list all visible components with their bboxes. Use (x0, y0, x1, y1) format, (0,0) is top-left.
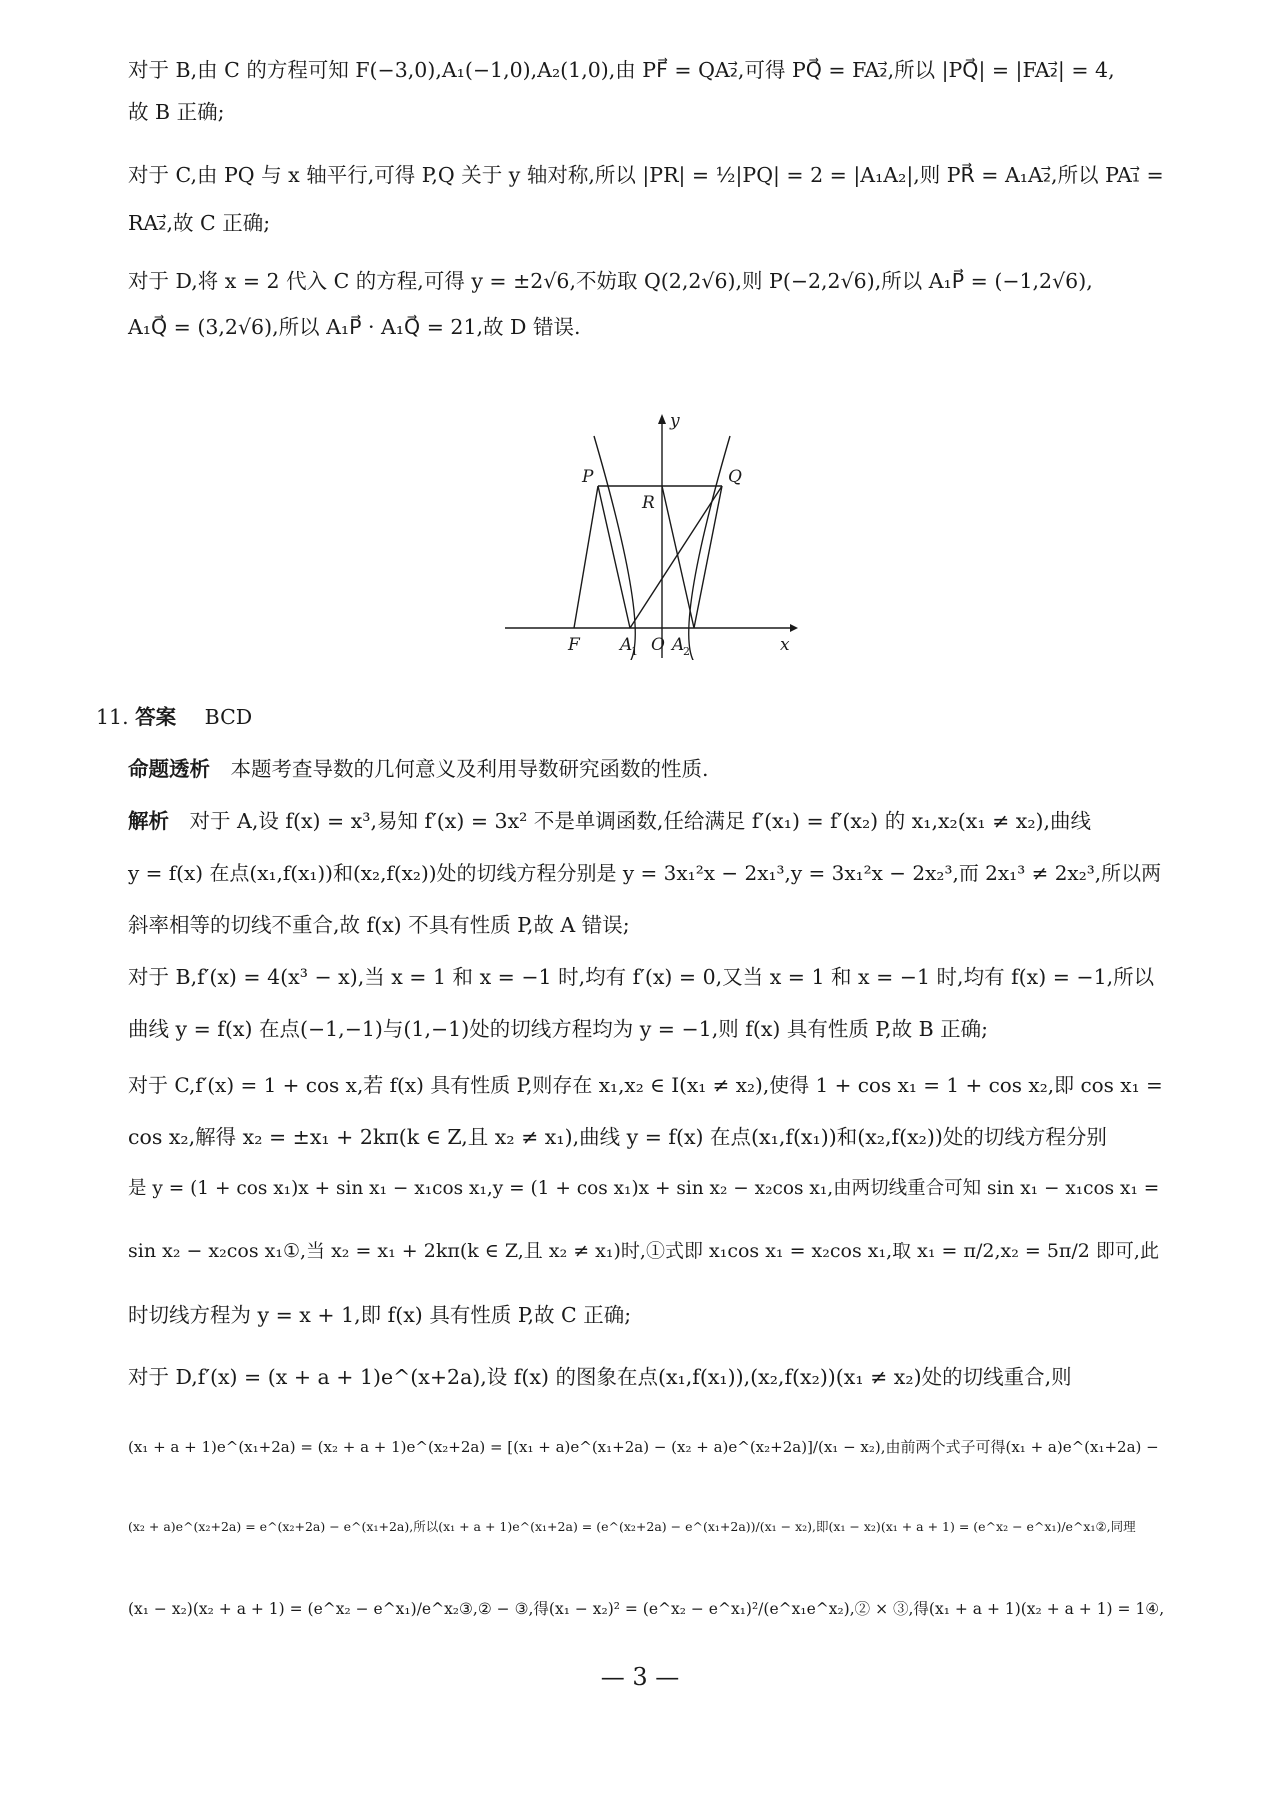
analysis-label: 解析 (128, 809, 169, 833)
label-a1-subscript: 1 (631, 645, 638, 658)
answer-label: 答案 (135, 705, 177, 729)
segment-ra2 (662, 486, 694, 628)
label-q: Q (728, 467, 742, 487)
analysis-line-6: 对于 C,f′(x) = 1 + cos x,若 f(x) 具有性质 P,则存在 x₁,x₂ ∈ I(x₁ ≠ x₂),使得 1 + cos x₁ = 1 + cos x₂,即 cos x₁ = (128, 1073, 1163, 1097)
segment-pf (574, 486, 598, 628)
solution-d-line-1: 对于 D,将 x = 2 代入 C 的方程,可得 y = ±2√6,不妨取 Q(2,2√6),则 P(−2,2√6),所以 A₁P⃗ = (−1,2√6), (128, 269, 1093, 293)
insight-line (128, 754, 1172, 784)
label-a2-subscript: 2 (683, 645, 690, 658)
page-number: — 3 — (600, 1663, 680, 1691)
analysis-line-4: 对于 B,f′(x) = 4(x³ − x),当 x = 1 和 x = −1 时,均有 f′(x) = 0,又当 x = 1 和 x = −1 时,均有 f(x) = −1,所以 (128, 965, 1155, 989)
solution-c-line-2: RA₂⃗,故 C 正确; (128, 211, 271, 235)
label-f: F (568, 635, 580, 655)
insight-text: 本题考查导数的几何意义及利用导数研究函数的性质. (230, 757, 709, 781)
analysis-line-12: (x₁ + a + 1)e^(x₁+2a) = (x₂ + a + 1)e^(x₂+2a) = [(x₁ + a)e^(x₁+2a) − (x₂ + a)e^(x₂+2a)]/(x₁ − x₂),由前两个式子可得(x₁ + a)e^(x₁+2a) − (128, 1438, 1159, 1456)
analysis-line-2: y = f(x) 在点(x₁,f(x₁))和(x₂,f(x₂))处的切线方程分别是 y = 3x₁²x − 2x₁³,y = 3x₁²x − 2x₂³,而 2x₁³ ≠ 2x₂³,所以两 (128, 861, 1162, 885)
question-11-header (96, 702, 252, 732)
label-a2: A (672, 635, 685, 655)
x-axis-arrow (790, 624, 798, 632)
analysis-line-8: 是 y = (1 + cos x₁)x + sin x₁ − x₁cos x₁,y = (1 + cos x₁)x + sin x₂ − x₂cos x₁,由两切线重合可知 sin x₁ − x₁cos x₁ = (128, 1178, 1160, 1199)
analysis-line-1 (128, 806, 1172, 836)
insight-label: 命题透析 (128, 757, 210, 781)
question-number: 11. (96, 705, 129, 729)
analysis-line-9: sin x₂ − x₂cos x₁①,当 x₂ = x₁ + 2kπ(k ∈ Z,且 x₂ ≠ x₁)时,①式即 x₁cos x₁ = x₂cos x₁,取 x₁ = π/2,x₂ = 5π/2 即可,此 (128, 1240, 1159, 1262)
label-x: x (780, 635, 790, 655)
label-y: y (670, 411, 680, 431)
label-a1: A (620, 635, 633, 655)
analysis-line-13: (x₂ + a)e^(x₂+2a) = e^(x₂+2a) − e^(x₁+2a),所以(x₁ + a + 1)e^(x₁+2a) = (e^(x₂+2a) − e^(x₁+2a))/(x₁ − x₂),即(x₁ − x₂)(x₁ + a + 1) = (e^x₂ − e^x₁)/e^x₁②,同理 (128, 1519, 1136, 1534)
answer-value: BCD (204, 705, 253, 729)
hyperbola-figure (500, 410, 800, 660)
analysis-text-0: 对于 A,设 f(x) = x³,易知 f′(x) = 3x² 不是单调函数,任给满足 f′(x₁) = f′(x₂) 的 x₁,x₂(x₁ ≠ x₂),曲线 (189, 809, 1092, 833)
solution-c-line-1: 对于 C,由 PQ 与 x 轴平行,可得 P,Q 关于 y 轴对称,所以 |PR| = ½|PQ| = 2 = |A₁A₂|,则 PR⃗ = A₁A₂⃗,所以 PA₁⃗ = (128, 163, 1164, 187)
analysis-line-7: cos x₂,解得 x₂ = ±x₁ + 2kπ(k ∈ Z,且 x₂ ≠ x₁),曲线 y = f(x) 在点(x₁,f(x₁))和(x₂,f(x₂))处的切线方程分别 (128, 1125, 1107, 1149)
label-o: O (651, 635, 665, 655)
label-r: R (642, 493, 655, 513)
label-p: P (582, 467, 594, 487)
analysis-line-10: 时切线方程为 y = x + 1,即 f(x) 具有性质 P,故 C 正确; (128, 1303, 632, 1327)
analysis-line-3: 斜率相等的切线不重合,故 f(x) 不具有性质 P,故 A 错误; (128, 913, 630, 937)
analysis-line-11: 对于 D,f′(x) = (x + a + 1)e^(x+2a),设 f(x) 的图象在点(x₁,f(x₁)),(x₂,f(x₂))(x₁ ≠ x₂)处的切线重合,则 (128, 1365, 1072, 1389)
analysis-line-14: (x₁ − x₂)(x₂ + a + 1) = (e^x₂ − e^x₁)/e^x₂③,② − ③,得(x₁ − x₂)² = (e^x₂ − e^x₁)²/(e^x₁e^x₂),② × ③,得(x₁ + a + 1)(x₂ + a + 1) = 1④, (128, 1600, 1165, 1618)
solution-b-line-1: 对于 B,由 C 的方程可知 F(−3,0),A₁(−1,0),A₂(1,0),由 PF⃗ = QA₂⃗,可得 PQ⃗ = FA₂⃗,所以 |PQ⃗| = |FA₂⃗| = 4, (128, 58, 1115, 82)
solution-b-line-2: 故 B 正确; (128, 100, 225, 124)
analysis-line-5: 曲线 y = f(x) 在点(−1,−1)与(1,−1)处的切线方程均为 y = −1,则 f(x) 具有性质 P,故 B 正确; (128, 1017, 989, 1041)
solution-d-line-2: A₁Q⃗ = (3,2√6),所以 A₁P⃗ · A₁Q⃗ = 21,故 D 错误. (128, 315, 581, 339)
y-axis-arrow (658, 414, 666, 424)
